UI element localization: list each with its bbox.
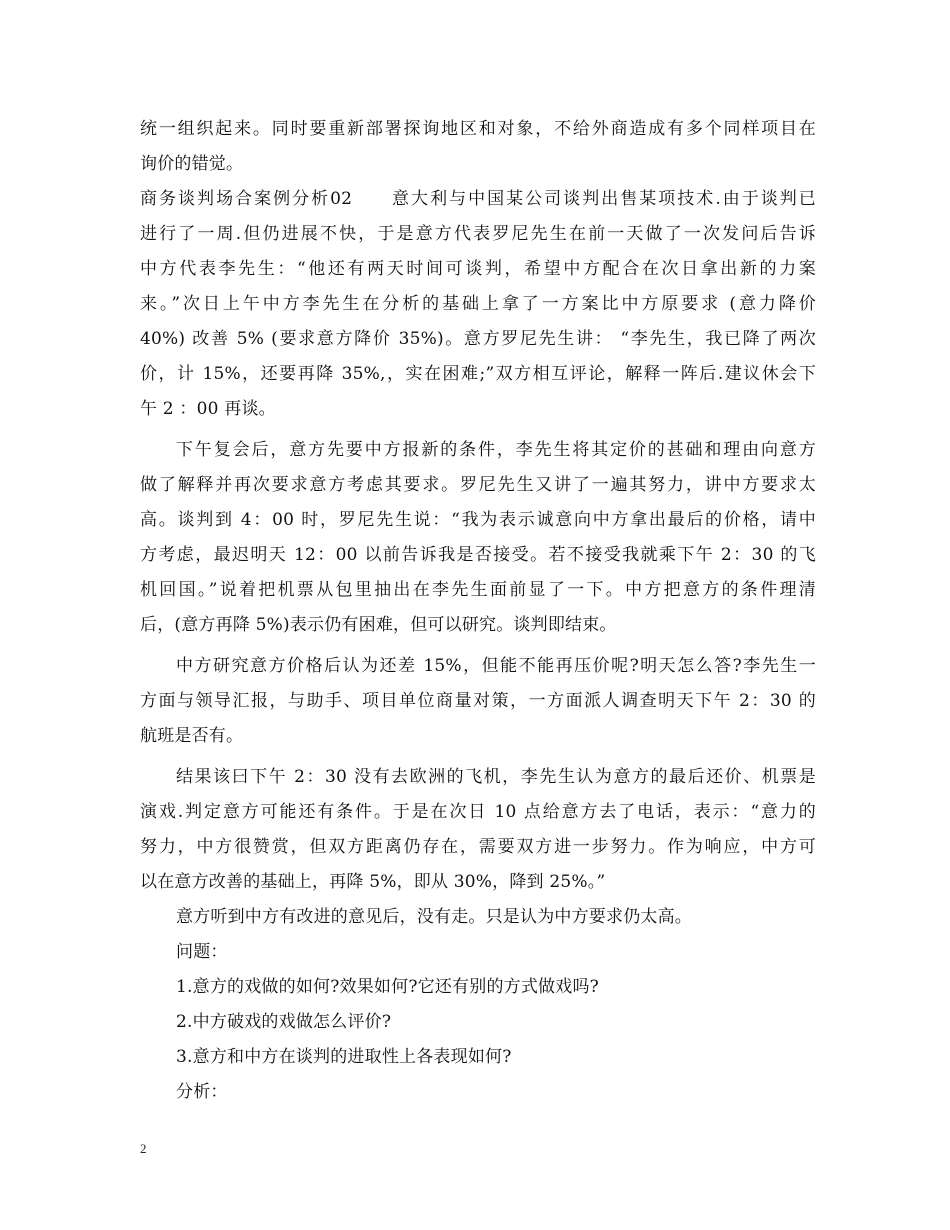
text-line: 午 2 ：00 再谈。	[140, 399, 276, 419]
question-item: 3.意方和中方在谈判的进取性上各表现如何?	[176, 1047, 512, 1067]
text-line: 方考虑，最迟明天 12：00 以前告诉我是否接受。若不接受我就乘下午 2：30 的飞	[140, 545, 816, 565]
text-line: 询价的错觉。	[140, 154, 244, 174]
text-line: 后，(意方再降 5%)表示仍有困难，但可以研究。谈判即结束。	[140, 615, 617, 635]
analysis-heading: 分析：	[176, 1082, 228, 1102]
document-body	[140, 112, 816, 1110]
paragraph-start-line: 下午复会后，意方先要中方报新的条件，李先生将其定价的甚础和理由向意方	[176, 440, 816, 460]
question-heading: 问题：	[176, 942, 228, 962]
paragraph-start-line: 中方研究意方价格后认为还差 15%，但能不能再压价呢?明天怎么答?李先生一	[176, 656, 816, 676]
text-line: 努力，中方很赞赏，但双方距离仍存在，需要双方进一步努力。作为响应，中方可	[140, 837, 816, 857]
paragraph-start-line: 结果该曰下午 2：30 没有去欧洲的飞机，李先生认为意方的最后还价、机票是	[176, 767, 816, 787]
text-line: 中方代表李先生：“他还有两天时间可谈判，希望中方配合在次日拿出新的力案	[140, 259, 816, 279]
text-line: 商务谈判场合案例分析02 意大利与中国某公司谈判出售某项技术.由于谈判已	[140, 189, 816, 209]
text-line: 高。谈判到 4：00 时，罗尼先生说：“我为表示诚意向中方拿出最后的价格，请中	[140, 510, 816, 530]
text-line: 航班是否有。	[140, 726, 244, 746]
paragraph-start-line: 意方听到中方有改进的意见后，没有走。只是认为中方要求仍太高。	[176, 907, 692, 927]
text-line: 做了解释并再次要求意方考虑其要求。罗尼先生又讲了一遍其努力，讲中方要求太	[140, 475, 816, 495]
text-line: 进行了一周.但仍进展不快，于是意方代表罗尼先生在前一天做了一次发问后告诉	[140, 224, 816, 244]
text-line: 方面与领导汇报，与助手、项目单位商量对策，一方面派人调查明天下午 2：30 的	[140, 691, 816, 711]
text-line: 演戏.判定意方可能还有条件。于是在次日 10 点给意方去了电话，表示：“意力的	[140, 802, 816, 822]
text-line: 价，计 15%，还要再降 35%,，实在困难;”双方相互评论，解释一阵后.建议休会下	[140, 364, 816, 384]
text-line: 以在意方改善的基础上，再降 5%，即从 30%，降到 25%。”	[140, 872, 606, 892]
text-line: 来。”次日上午中方李先生在分析的基础上拿了一方案比中方原要求 (意力降价	[140, 294, 816, 314]
page-number: 2	[140, 1141, 147, 1156]
text-line: 机回国。”说着把机票从包里抽出在李先生面前显了一下。中方把意方的条件理清	[140, 580, 816, 600]
question-item: 2.中方破戏的戏做怎么评价?	[176, 1012, 392, 1032]
text-line: 统一组织起来。同时要重新部署探询地区和对象，不给外商造成有多个同样项目在	[140, 119, 816, 139]
text-line: 40%) 改善 5% (要求意方降价 35%)。意方罗尼先生讲： “李先生，我已降了两次	[140, 329, 816, 349]
question-item: 1.意方的戏做的如何?效果如何?它还有别的方式做戏吗?	[176, 977, 599, 997]
